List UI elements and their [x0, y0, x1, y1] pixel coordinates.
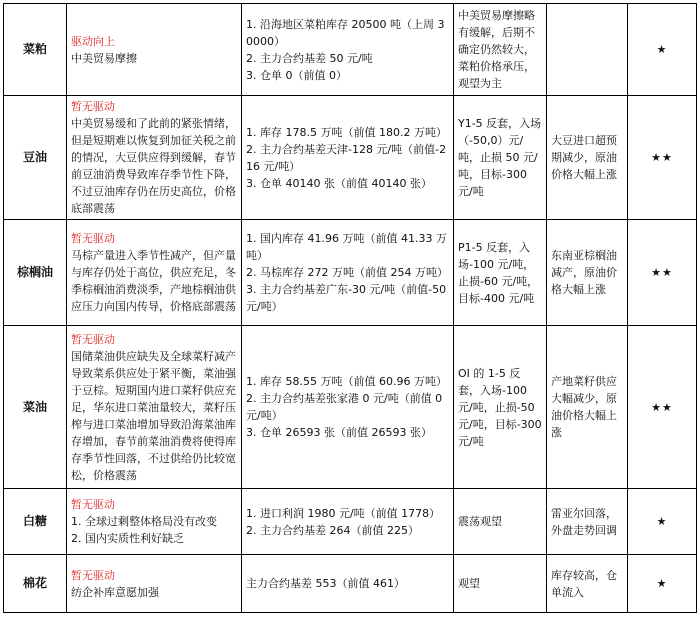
data-cell — [242, 555, 454, 613]
driver-tag: 暂无驱动 — [71, 232, 115, 245]
data-line: 1. 国内库存 41.96 万吨（前值 41.33 万吨） — [246, 232, 447, 262]
data-line: 3. 仓单 40140 张（前值 40140 张） — [246, 176, 432, 190]
data-line: 2. 马棕库存 272 万吨（前值 254 万吨） — [246, 266, 448, 279]
commodity-name: 棕榈油 — [4, 220, 67, 326]
driver-text: 国储菜油供应缺失及全球菜籽减产导致菜系供应处于紧平衡，菜油强于豆棕。短期国内进口菜籽供应充足，华东进口菜油量较大，菜籽压榨与进口菜油增加导致沿海菜油库存增加，春节前菜油消费将使得库存季节性回落，不过供给仍比较宽松，价格震荡 — [71, 349, 236, 482]
data-cell — [242, 326, 454, 489]
driver-text: 马棕产量进入季节性减产，但产量与库存仍处于高位，供应充足，冬季棕榈油消费淡季，产地棕榈油供应压力向国内传导，价格底部震荡 — [71, 249, 236, 313]
table-row — [4, 555, 697, 613]
data-line: 1. 沿海地区菜粕库存 20500 吨（上周 30000） — [246, 17, 445, 48]
rating-stars: ★ — [628, 489, 697, 555]
strategy-cell: OI 的 1-5 反套，入场-100 元/吨，止损-50 元/吨，目标-300 元/吨 — [454, 326, 547, 489]
reason-cell: 东南亚棕榈油减产，原油价格大幅上涨 — [547, 220, 628, 326]
strategy-cell: 震荡观望 — [454, 489, 547, 555]
strategy-cell: Y1-5 反套，入场（-50,0）元/吨，止损 50 元/吨，目标-300 元/吨 — [454, 96, 547, 220]
commodity-name: 棉花 — [4, 555, 67, 613]
table-row — [4, 220, 697, 326]
driver-text: 中美贸易摩擦 — [71, 51, 137, 65]
strategy-cell: 观望 — [454, 555, 547, 613]
data-cell — [242, 4, 454, 96]
driver-cell — [67, 555, 242, 613]
reason-cell: 雷亚尔回落，外盘走势回调 — [547, 489, 628, 555]
commodity-name: 白糖 — [4, 489, 67, 555]
driver-tag: 暂无驱动 — [71, 498, 115, 511]
data-line: 3. 主力合约基差广东-30 元/吨（前值-50 元/吨） — [246, 283, 447, 313]
driver-tag: 暂无驱动 — [71, 568, 115, 582]
driver-cell — [67, 220, 242, 326]
strategy-cell: P1-5 反套，入场-100 元/吨，止损-60 元/吨，目标-400 元/吨 — [454, 220, 547, 326]
driver-cell — [67, 326, 242, 489]
table-row — [4, 489, 697, 555]
driver-text: 1. 全球过剩整体格局没有改变 — [71, 515, 217, 528]
driver-cell — [67, 4, 242, 96]
driver-text: 纺企补库意愿加强 — [71, 585, 159, 599]
reason-cell: 大豆进口超预期减少，原油价格大幅上涨 — [547, 96, 628, 220]
driver-tag: 暂无驱动 — [71, 332, 115, 346]
commodity-table — [3, 3, 697, 613]
table-row — [4, 326, 697, 489]
data-line: 1. 库存 178.5 万吨（前值 180.2 万吨） — [246, 125, 447, 139]
data-cell — [242, 220, 454, 326]
table-row — [4, 4, 697, 96]
data-line: 1. 库存 58.55 万吨（前值 60.96 万吨） — [246, 375, 447, 388]
reason-cell: 库存较高，仓单流入 — [547, 555, 628, 613]
commodity-name: 菜粕 — [4, 4, 67, 96]
rating-stars: ★★ — [628, 220, 697, 326]
driver-cell — [67, 489, 242, 555]
commodity-name: 菜油 — [4, 326, 67, 489]
data-line: 3. 仓单 0（前值 0） — [246, 68, 347, 82]
driver-text: 中美贸易缓和了此前的紧张情绪，但是短期难以恢复到加征关税之前的情况，大豆供应得到缓解，春节前豆油消费导致库存季节性下降，不过豆油库存仍在历史高位，价格底部震荡 — [71, 117, 236, 215]
driver-tag: 驱动向上 — [71, 34, 115, 48]
data-line: 3. 仓单 26593 张（前值 26593 张） — [246, 426, 432, 439]
strategy-cell: 中美贸易摩擦略有缓解，后期不确定仍然较大，菜粕价格承压，观望为主 — [454, 4, 547, 96]
reason-cell: 产地菜籽供应大幅减少，原油价格大幅上涨 — [547, 326, 628, 489]
data-line: 2. 主力合约基差张家港 0 元/吨（前值 0 元/吨） — [246, 392, 443, 422]
data-line: 主力合约基差 553（前值 461） — [246, 577, 405, 590]
rating-stars: ★ — [628, 4, 697, 96]
data-cell — [242, 489, 454, 555]
rating-stars: ★★ — [628, 96, 697, 220]
rating-stars: ★★ — [628, 326, 697, 489]
data-line: 2. 主力合约基差 50 元/吨 — [246, 51, 373, 65]
reason-cell — [547, 4, 628, 96]
data-line: 2. 主力合约基差天津-128 元/吨（前值-216 元/吨） — [246, 142, 447, 173]
commodity-name: 豆油 — [4, 96, 67, 220]
table-row — [4, 96, 697, 220]
rating-stars: ★ — [628, 555, 697, 613]
driver-cell — [67, 96, 242, 220]
driver-tag: 暂无驱动 — [71, 100, 115, 113]
data-cell — [242, 96, 454, 220]
data-line: 2. 主力合约基差 264（前值 225） — [246, 523, 419, 537]
driver-text: 2. 国内实质性利好缺乏 — [71, 532, 184, 545]
data-line: 1. 进口利润 1980 元/吨（前值 1778） — [246, 506, 441, 520]
